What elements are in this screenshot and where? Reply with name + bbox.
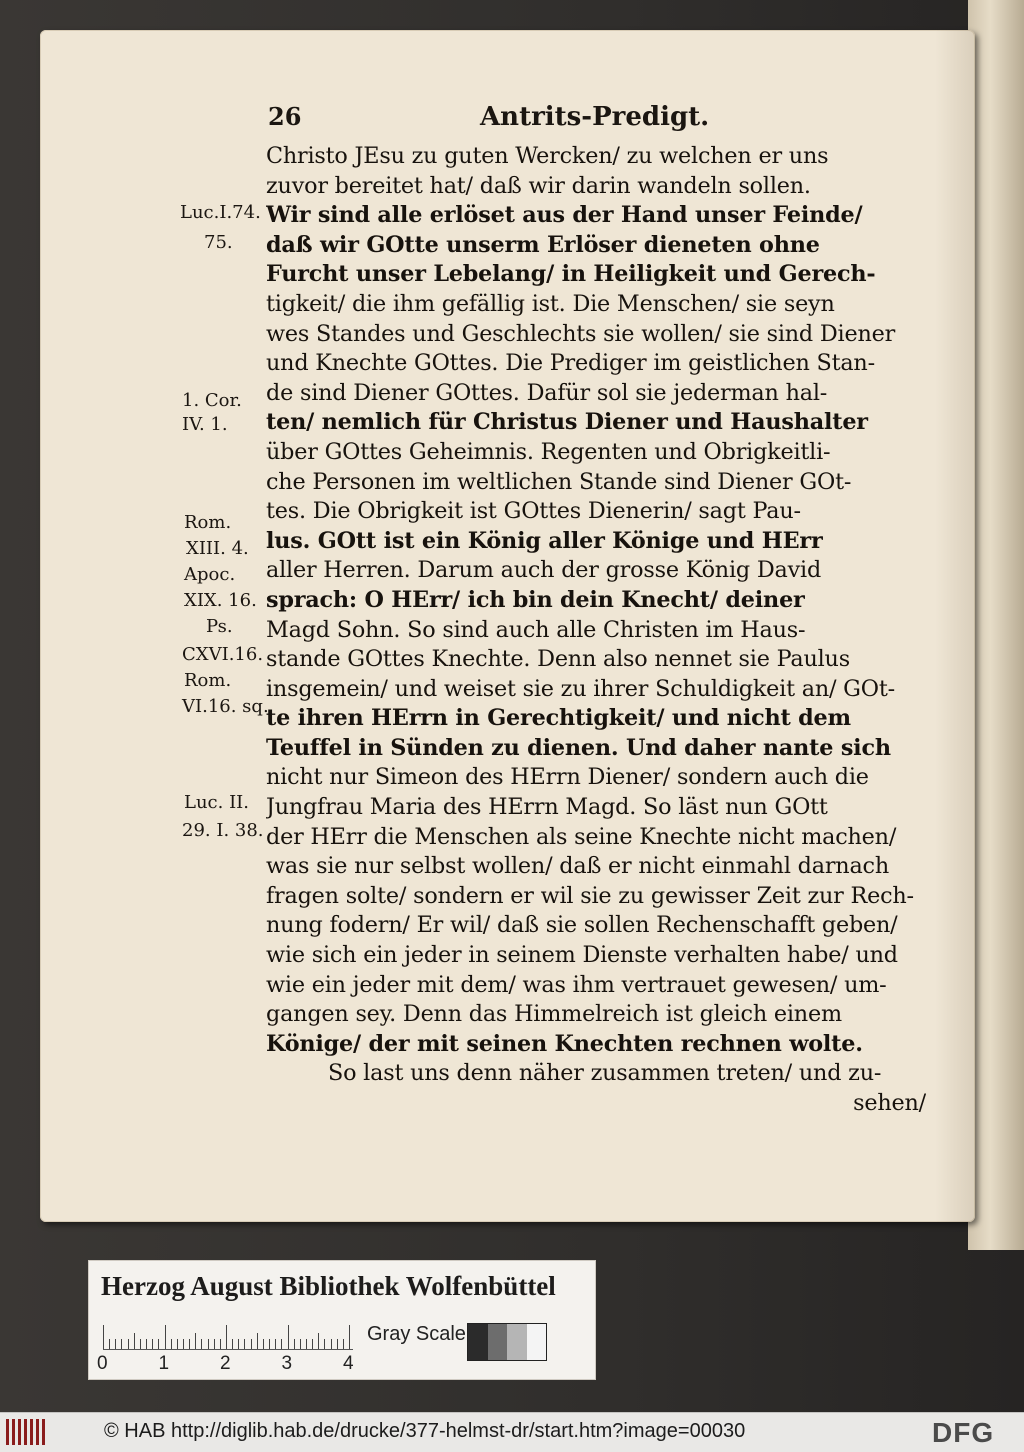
ruler-tick bbox=[331, 1339, 332, 1349]
running-title: Antrits-Predigt. bbox=[480, 102, 710, 132]
viewer-footer bbox=[0, 1412, 1024, 1452]
text-line: lus. GOtt ist ein König aller Könige und HErr bbox=[266, 527, 823, 554]
ruler-tick bbox=[300, 1339, 301, 1349]
ruler-tick bbox=[232, 1339, 233, 1349]
book-page bbox=[40, 30, 975, 1222]
ruler-label: 3 bbox=[281, 1353, 293, 1374]
ruler-tick bbox=[349, 1325, 350, 1349]
ruler-tick bbox=[165, 1325, 166, 1349]
ruler-tick bbox=[109, 1339, 110, 1349]
margin-note: IV. 1. bbox=[182, 414, 228, 435]
ruler-tick bbox=[201, 1339, 202, 1349]
page-header bbox=[268, 102, 928, 136]
text-line: tigkeit/ die ihm gefällig ist. Die Menschen/ sie seyn bbox=[266, 290, 835, 317]
margin-note: Apoc. bbox=[184, 564, 236, 585]
text-line: Jungfrau Maria des HErrn Magd. So läst nun GOtt bbox=[266, 794, 828, 821]
margin-note: Ps. bbox=[206, 616, 233, 637]
ruler-tick bbox=[251, 1339, 252, 1349]
ruler-label: 2 bbox=[220, 1353, 231, 1374]
text-line: stande GOttes Knechte. Denn also nennet sie Paulus bbox=[266, 646, 850, 673]
ruler-tick bbox=[128, 1339, 129, 1349]
margin-note: XIX. 16. bbox=[184, 590, 257, 611]
text-line: gangen sey. Denn das Himmelreich ist gleich einem bbox=[266, 1001, 842, 1028]
margin-note: 1. Cor. bbox=[182, 390, 242, 411]
text-line: fragen solte/ sondern er wil sie zu gewisser Zeit zur Rech- bbox=[266, 882, 914, 909]
text-line: wes Standes und Geschlechts sie wollen/ sie sind Diener bbox=[266, 320, 896, 347]
text-line: tes. Die Obrigkeit ist GOttes Dienerin/ sagt Pau- bbox=[266, 498, 801, 525]
text-line: zuvor bereitet hat/ daß wir darin wandeln sollen. bbox=[266, 172, 811, 199]
ruler-tick bbox=[214, 1339, 215, 1349]
text-line: Magd Sohn. So sind auch alle Christen im Haus- bbox=[266, 616, 806, 643]
ruler-tick bbox=[244, 1339, 245, 1349]
margin-note: Rom. bbox=[184, 512, 232, 533]
next-page-edge bbox=[968, 0, 1024, 1250]
text-line: sprach: O HErr/ ich bin dein Knecht/ deiner bbox=[266, 586, 805, 613]
ruler-tick bbox=[269, 1339, 270, 1349]
text-line: der HErr die Menschen als seine Knechte nicht machen/ bbox=[266, 823, 897, 850]
ruler-tick bbox=[318, 1333, 319, 1349]
margin-note: XIII. 4. bbox=[186, 538, 249, 559]
ruler-tick bbox=[226, 1325, 227, 1349]
ruler-tick bbox=[281, 1339, 282, 1349]
ruler-tick bbox=[189, 1339, 190, 1349]
ruler-tick bbox=[195, 1333, 196, 1349]
hab-logo-icon bbox=[6, 1419, 46, 1445]
ruler-tick bbox=[312, 1339, 313, 1349]
text-line: Könige/ der mit seinen Knechten rechnen wolte. bbox=[266, 1030, 863, 1057]
ruler-tick bbox=[183, 1339, 184, 1349]
dfg-logo: DFG bbox=[932, 1417, 995, 1448]
ruler-tick bbox=[337, 1339, 338, 1349]
text-line: Teuffel in Sünden zu dienen. Und daher nante sich bbox=[266, 734, 891, 761]
ruler-tick bbox=[146, 1339, 147, 1349]
text-line: nung fodern/ Er wil/ daß sie sollen Rechenschafft geben/ bbox=[266, 912, 898, 939]
ruler-tick bbox=[288, 1325, 289, 1349]
text-line: daß wir GOtte unserm Erlöser dieneten ohne bbox=[266, 231, 820, 258]
margin-note: Luc. II. bbox=[184, 792, 250, 813]
ruler-tick bbox=[103, 1325, 104, 1349]
ruler-tick bbox=[324, 1339, 325, 1349]
ruler-label: 0 bbox=[97, 1353, 108, 1374]
gray-patch bbox=[527, 1324, 547, 1360]
ruler-label: 1 bbox=[158, 1353, 170, 1374]
ruler-tick bbox=[257, 1333, 258, 1349]
text-line: Furcht unser Lebelang/ in Heiligkeit und Gerech- bbox=[266, 261, 876, 288]
ruler-scale bbox=[103, 1325, 353, 1350]
ruler-tick bbox=[306, 1339, 307, 1349]
text-line: sehen/ bbox=[853, 1090, 926, 1116]
text-line: und Knechte GOttes. Die Prediger im geistlichen Stan- bbox=[266, 350, 875, 377]
color-target bbox=[88, 1260, 596, 1380]
ruler-tick bbox=[115, 1339, 116, 1349]
ruler-tick bbox=[294, 1339, 295, 1349]
text-line: Christo JEsu zu guten Wercken/ zu welchen er uns bbox=[266, 143, 829, 169]
ruler-tick bbox=[171, 1339, 172, 1349]
ruler-tick bbox=[343, 1339, 344, 1349]
text-line: nicht nur Simeon des HErrn Diener/ sondern auch die bbox=[266, 764, 869, 791]
text-line: che Personen im weltlichen Stande sind Diener GOt- bbox=[266, 468, 852, 495]
margin-note: Rom. bbox=[184, 670, 232, 691]
text-line: So last uns denn näher zusammen treten/ und zu- bbox=[328, 1060, 882, 1087]
text-line: insgemein/ und weiset sie zu ihrer Schuldigkeit an/ GOt- bbox=[266, 675, 895, 702]
source-link[interactable]: © HAB http://diglib.hab.de/drucke/377-helmst-dr/start.htm?image=00030 bbox=[104, 1420, 746, 1442]
ruler-tick bbox=[177, 1339, 178, 1349]
margin-note: 29. I. 38. bbox=[182, 820, 264, 841]
gray-scale-label: Gray Scale bbox=[367, 1323, 466, 1345]
text-line: wie sich ein jeder in seinem Dienste verhalten habe/ und bbox=[266, 942, 898, 969]
gray-scale-patches bbox=[467, 1323, 547, 1361]
text-line: ten/ nemlich für Christus Diener und Haushalter bbox=[266, 409, 868, 436]
ruler-tick bbox=[263, 1339, 264, 1349]
gray-patch bbox=[488, 1324, 508, 1360]
ruler-tick bbox=[140, 1339, 141, 1349]
ruler-labels bbox=[97, 1353, 367, 1375]
ruler-label: 4 bbox=[343, 1353, 354, 1374]
body-text bbox=[266, 142, 926, 1119]
ruler-tick bbox=[121, 1339, 122, 1349]
margin-note: CXVI.16. bbox=[182, 644, 264, 665]
text-line: aller Herren. Darum auch der grosse König David bbox=[266, 557, 822, 584]
ruler-tick bbox=[134, 1333, 135, 1349]
text-line: de sind Diener GOttes. Dafür sol sie jederman hal- bbox=[266, 379, 828, 406]
ruler-tick bbox=[158, 1339, 159, 1349]
margin-note: 75. bbox=[204, 232, 233, 253]
ruler-tick bbox=[208, 1339, 209, 1349]
ruler-tick bbox=[220, 1339, 221, 1349]
margin-note: Luc.I.74. bbox=[180, 202, 261, 223]
ruler-tick bbox=[238, 1339, 239, 1349]
text-line: was sie nur selbst wollen/ daß er nicht einmahl darnach bbox=[266, 853, 889, 880]
gray-patch bbox=[507, 1324, 527, 1360]
text-line: wie ein jeder mit dem/ was ihm vertrauet gewesen/ um- bbox=[266, 971, 887, 998]
gray-patch bbox=[468, 1324, 488, 1360]
text-line: Wir sind alle erlöset aus der Hand unser Feinde/ bbox=[266, 202, 863, 229]
text-line: über GOttes Geheimnis. Regenten und Obrigkeitli- bbox=[266, 438, 831, 465]
ruler-tick bbox=[152, 1339, 153, 1349]
page-number: 26 bbox=[268, 102, 302, 131]
ruler-tick bbox=[275, 1339, 276, 1349]
library-name: Herzog August Bibliothek Wolfenbüttel bbox=[101, 1271, 556, 1301]
text-line: te ihren HErrn in Gerechtigkeit/ und nicht dem bbox=[266, 705, 851, 732]
margin-note: VI.16. sq. bbox=[182, 696, 269, 717]
